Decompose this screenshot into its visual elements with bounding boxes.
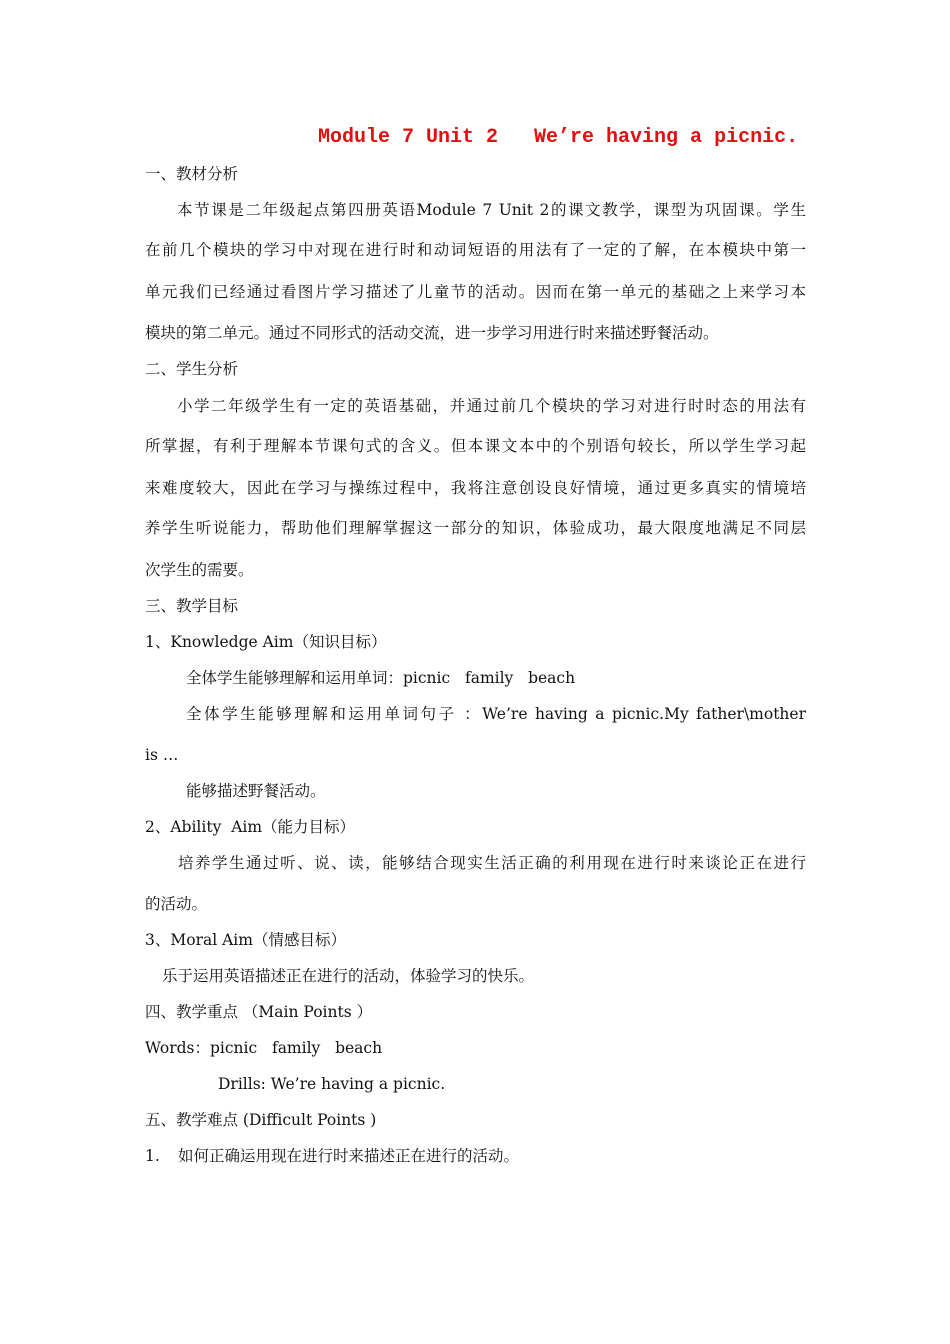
knowledge-describe-line: 能够描述野餐活动。 xyxy=(186,782,326,800)
paragraph-line: 小学二年级学生有一定的英语基础，并通过前几个模块的学习对进行时时态的用法有 xyxy=(177,397,806,415)
moral-line: 乐于运用英语描述正在进行的活动，体验学习的快乐。 xyxy=(162,967,535,985)
knowledge-words-line: 全体学生能够理解和运用单词：picnic family beach xyxy=(186,669,576,687)
main-points-drills: Drills: We’re having a picnic. xyxy=(218,1075,446,1093)
ability-line: 的活动。 xyxy=(145,895,208,913)
paragraph-line: 次学生的需要。 xyxy=(145,561,254,579)
paragraph-line: 来难度较大，因此在学习与操练过程中，我将注意创设良好情境，通过更多真实的情境培 xyxy=(145,479,806,497)
paragraph-line: 在前几个模块的学习中对现在进行时和动词短语的用法有了一定的了解，在本模块中第一 xyxy=(145,241,806,259)
paragraph-line: 养学生听说能力，帮助他们理解掌握这一部分的知识，体验成功，最大限度地满足不同层 xyxy=(145,519,806,537)
paragraph-line: 模块的第二单元。通过不同形式的活动交流，进一步学习用进行时来描述野餐活动。 xyxy=(145,324,719,342)
section-heading-difficult-points: 五、教学难点 (Difficult Points ) xyxy=(145,1111,377,1129)
paragraph-line: 所掌握，有利于理解本节课句式的含义。但本课文本中的个别语句较长，所以学生学习起 xyxy=(145,437,806,455)
ability-line: 培养学生通过听、说、读，能够结合现实生活正确的利用现在进行时来谈论正在进行 xyxy=(178,854,806,872)
section-heading-student-analysis: 二、学生分析 xyxy=(145,360,239,378)
difficult-point-number: 1. xyxy=(145,1147,160,1165)
subheading-moral-aim: 3、Moral Aim（情感目标） xyxy=(145,931,346,949)
knowledge-sentence-line: 全体学生能够理解和运用单词句子 ：We’re having a picnic.My father\mother xyxy=(186,705,806,723)
document-title: Module 7 Unit 2 We’re having a picnic. xyxy=(318,126,799,149)
main-points-words: Words：picnic family beach xyxy=(145,1039,383,1057)
subheading-knowledge-aim: 1、Knowledge Aim（知识目标） xyxy=(145,633,387,651)
difficult-point-text: 如何正确运用现在进行时来描述正在进行的活动。 xyxy=(178,1147,520,1165)
paragraph-line: 单元我们已经通过看图片学习描述了儿童节的活动。因而在第一单元的基础之上来学习本 xyxy=(145,283,806,301)
section-heading-teaching-objectives: 三、教学目标 xyxy=(145,597,239,615)
knowledge-sentence-line: is … xyxy=(145,746,179,764)
section-heading-textbook-analysis: 一、教材分析 xyxy=(145,165,239,183)
subheading-ability-aim: 2、Ability Aim（能力目标） xyxy=(145,818,356,836)
paragraph-line: 本节课是二年级起点第四册英语Module 7 Unit 2的课文教学，课型为巩固课。学生 xyxy=(177,201,806,219)
section-heading-main-points: 四、教学重点 （Main Points ） xyxy=(145,1003,373,1021)
